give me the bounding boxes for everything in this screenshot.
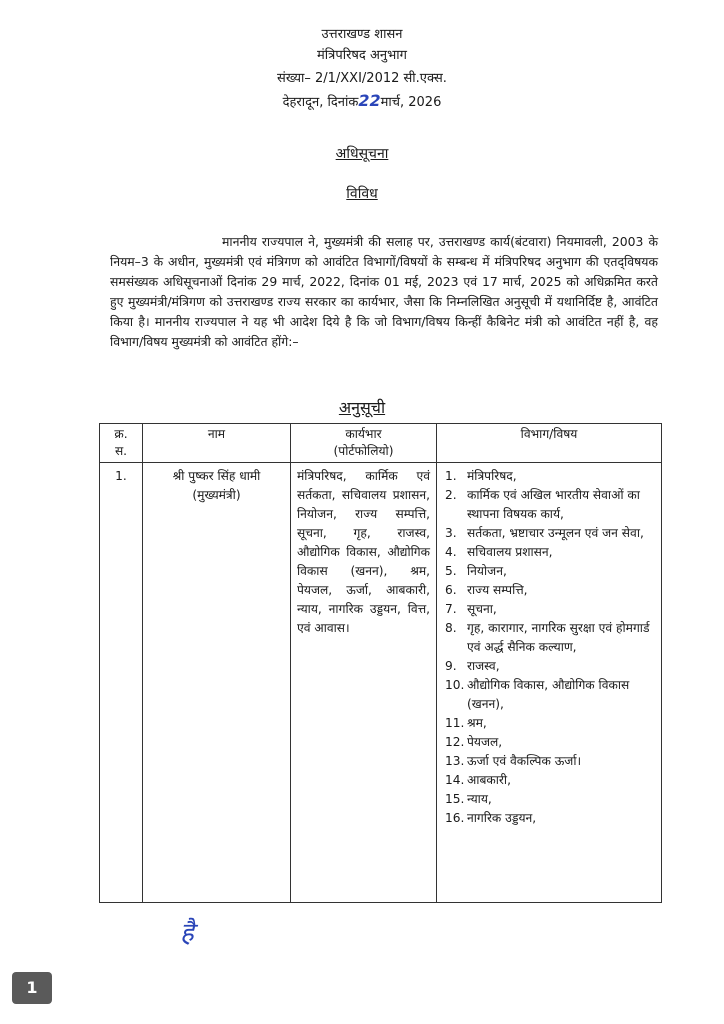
notification-title: अधिसूचना	[335, 146, 389, 162]
list-item-text: श्रम,	[467, 716, 487, 730]
list-item	[445, 657, 655, 676]
list-item-text: राजस्व,	[467, 659, 500, 673]
list-item-number: 10.	[445, 678, 465, 692]
list-item-number: 1.	[445, 469, 457, 483]
list-item-number: 14.	[445, 773, 465, 787]
list-item-text: औद्योगिक विकास, औद्योगिक विकास (खनन),	[467, 678, 630, 711]
table-header-row	[100, 424, 662, 463]
list-item-number: 11.	[445, 716, 465, 730]
notification-body: माननीय राज्यपाल ने, मुख्यमंत्री की सलाह पर, उत्तराखण्ड कार्य(बंटवारा) नियमावली, 2003 के नियम–3 के अधीन, मुख्यमंत्री एवं मंत्रिगण को आवंटित विभागों/विषयों के सम्बन्ध में मंत्रिपरिषद अनुभाग की एतद्‌विषयक समसंख्यक अधिसूचनाओं दिनांक 29 मार्च, 2022, दिनांक 01 मई, 2023 एवं 17 मार्च, 2025 को अधिक्रमित करते हुए मुख्यमंत्री/मंत्रिगण को उत्तराखण्ड राज्य सरकार का कार्यभार, जैसा कि निम्नलिखित अनुसूची में यथानिर्दिष्ट है, आवंटित किया है। माननीय राज्यपाल ने यह भी आदेश दिये है कि जो विभाग/विषय किन्हीं कैबिनेट मंत्री को आवंटित नहीं है, वह विभाग/विषय मुख्यमंत्री को आवंटित होंगे:–	[110, 234, 658, 349]
list-item-number: 15.	[445, 792, 465, 806]
list-item	[445, 733, 655, 752]
list-item-text: न्याय,	[467, 792, 492, 806]
list-item-text: राज्य सम्पत्ति,	[467, 583, 528, 597]
col-header-portfolio	[291, 424, 437, 463]
section-name: मंत्रिपरिषद अनुभाग	[317, 48, 407, 63]
list-item	[445, 752, 655, 771]
col-header-departments: विभाग/विषय	[437, 424, 662, 463]
list-item	[445, 562, 655, 581]
list-item-number: 13.	[445, 754, 465, 768]
date-day-handwritten: 22	[358, 91, 381, 110]
list-item-number: 4.	[445, 545, 457, 559]
list-item-number: 16.	[445, 811, 465, 825]
list-item	[445, 581, 655, 600]
departments-list	[445, 467, 655, 828]
list-item-text: नागरिक उड्डयन,	[467, 811, 537, 825]
minister-name: श्री पुष्कर सिंह धामी	[172, 469, 261, 483]
cell-portfolio: मंत्रिपरिषद, कार्मिक एवं सर्तकता, सचिवालय प्रशासन, नियोजन, राज्य सम्पत्ति, सूचना, गृह, राजस्व, औद्योगिक विकास, औद्योगिक विकास (खनन), श्रम, पेयजल, ऊर्जा, आबकारी, न्याय, नागरिक उड्डयन, वित्त, एवं आवास।	[291, 463, 437, 903]
list-item-number: 3.	[445, 526, 457, 540]
list-item-text: मंत्रिपरिषद,	[467, 469, 517, 483]
list-item-number: 12.	[445, 735, 465, 749]
list-item	[445, 809, 655, 828]
schedule-title: अनुसूची	[338, 398, 386, 417]
col-header-sno	[100, 424, 143, 463]
list-item-number: 8.	[445, 621, 457, 635]
list-item-number: 9.	[445, 659, 457, 673]
col-header-name: नाम	[143, 424, 291, 463]
list-item-number: 6.	[445, 583, 457, 597]
list-item	[445, 619, 655, 657]
list-item-text: कार्मिक एवं अखिल भारतीय सेवाओं का स्थापना विषयक कार्य,	[467, 488, 640, 521]
list-item	[445, 676, 655, 714]
cell-sno: 1.	[100, 463, 143, 903]
cell-departments	[437, 463, 662, 903]
list-item-text: सर्तकता, भ्रष्टाचार उन्मूलन एवं जन सेवा,	[467, 526, 644, 540]
list-item-text: पेयजल,	[467, 735, 503, 749]
handwritten-initial: है	[180, 918, 194, 948]
list-item-text: आबकारी,	[467, 773, 511, 787]
table-row	[100, 463, 662, 903]
list-item-text: ऊर्जा एवं वैकल्पिक ऊर्जा।	[467, 754, 582, 768]
list-item-text: गृह, कारागार, नागरिक सुरक्षा एवं होमगार्ड एवं अर्द्ध सैनिक कल्याण,	[467, 621, 650, 654]
date-prefix: देहरादून, दिनांक	[282, 95, 359, 110]
list-item	[445, 790, 655, 809]
list-item	[445, 543, 655, 562]
col-header-portfolio-line1: कार्यभार	[345, 427, 382, 441]
page-number-badge: 1	[12, 972, 52, 1004]
col-header-sno-line2: स.	[114, 444, 128, 458]
reference-number: संख्या– 2/1/XXI/2012 सी.एक्स.	[277, 71, 447, 86]
list-item	[445, 714, 655, 733]
list-item	[445, 486, 655, 524]
list-item-number: 7.	[445, 602, 457, 616]
col-header-sno-line1: क्र.	[114, 427, 128, 441]
list-item-text: नियोजन,	[467, 564, 507, 578]
list-item-number: 5.	[445, 564, 457, 578]
list-item-text: सचिवालय प्रशासन,	[467, 545, 553, 559]
date-suffix: मार्च, 2026	[380, 95, 442, 110]
list-item	[445, 600, 655, 619]
govt-name: उत्तराखण्ड शासन	[321, 27, 403, 42]
minister-designation: (मुख्यमंत्री)	[192, 488, 241, 502]
list-item-number: 2.	[445, 488, 457, 502]
issue-date	[0, 91, 724, 110]
col-header-portfolio-line2: (पोर्टफोलियो)	[333, 444, 394, 458]
schedule-table	[99, 423, 662, 903]
list-item	[445, 771, 655, 790]
cell-name	[143, 463, 291, 903]
list-item-text: सूचना,	[467, 602, 497, 616]
list-item	[445, 524, 655, 543]
list-item	[445, 467, 655, 486]
notification-subtitle: विविध	[346, 186, 378, 202]
